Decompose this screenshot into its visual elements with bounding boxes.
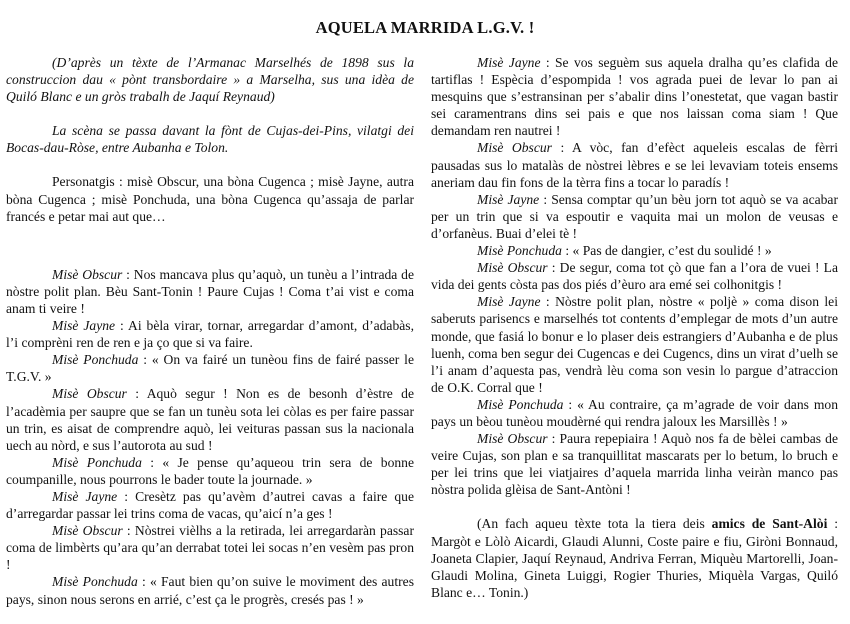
intro-characters: Personatgis : misè Obscur, una bòna Cugenca ; misè Jayne, autra bòna Cugenca ; misè Ponchuda, una bòna Cugenca qu’assaja de parlar francés e petar mai aut que… (6, 174, 414, 224)
line-text: : A vòc, fan d’efèct aqueleis escalas de fèrri pausadas sus lo matalàs de nòstrei lèbres e se lei levaviam toteis ensems aneriam dau fin fons de la tèrra fins a tocar lo paradís ! (431, 140, 838, 190)
speaker-name: Misè Obscur (52, 523, 123, 539)
speaker-name: Misè Ponchuda (52, 574, 138, 590)
line-text: : Ai bèla virar, tornar, arregardar d’amont, d’adabàs, l’i comprèni ren de ren e ja ço que si va faire. (6, 318, 414, 351)
speaker-name: Misè Obscur (477, 140, 552, 156)
dialogue-line (6, 522, 414, 573)
dialogue-line (6, 266, 414, 317)
line-text: : Sensa comptar qu’un bèu jorn tot aquò se va acabar per un trin que si va espoutir e vaquita mai un molon de veusas e d’orfanèus. Buai d’elei tè ! (431, 191, 838, 241)
speaker-name: Misè Ponchuda (477, 396, 564, 412)
line-text: : Nos mancava plus qu’aquò, un tunèu a l’intrada de nòstre polit plan. Bèu Sant-Tonin ! Paure Cujas ! Coma t’ai vist e coma anam ti veire ! (6, 266, 414, 316)
dialogue-line (431, 191, 838, 242)
speaker-name: Misè Obscur (477, 431, 548, 447)
line-text: : Aquò segur ! Non es de besonh d’èstre de l’acadèmia per saupre que se fan un tunèu sota lei còlas es per faire passar un trin, es aisat de comprendre aquò, lei veituras passan sus la nacionala uech au nòrd, e sus l’autorota au sud ! (6, 386, 414, 453)
dialogue-line (431, 139, 838, 190)
credits-paragraph (431, 515, 838, 600)
dialogue-line (431, 293, 838, 396)
line-text: : Paura repepiaira ! Aquò nos fa de bèlei cambas de veire Cujas, son plan e sa tranquillitat mascarats per lo betum, lo bruch e per lei trins que lei viatjaires d’aquela marrida linha veiràn manco pas nòstra polida glèisa de Sant-Antòni ! (431, 431, 838, 498)
dialogue-line (431, 430, 838, 498)
speaker-name: Misè Jayne (52, 488, 118, 504)
speaker-name: Misè Jayne (477, 55, 541, 70)
line-text: : Cresètz pas qu’avèm d’autrei cavas a faire que d’arregardar passar lei trins coma de vacas, qu’aicí n’a ges ! (6, 488, 414, 522)
line-text: : « Faut bien qu’on suive le moviment des autres pays, sinon nous serons en arrié, c’est ça le progrès, cresés pas ! » (6, 574, 414, 607)
dialogue-line (431, 259, 838, 293)
line-text: : Nòstre polit plan, nòstre « poljè » coma dison lei saberuts parisencs e marselhés tot contents d’emplegar de mots d’un autre monde, que fasiá lo bonur e lo plaser deis estrangiers d’Aubanha e de plus luenh, coma ben segur dei Cugencas e dei Cugencs, dins un virat d’uelh se l’i anam d’aquesta pas, vendrà lèu coma son vesin lo pargue d’atraccion de O.K. Corral que ! (431, 294, 838, 395)
speaker-name: Misè Jayne (52, 318, 116, 334)
intro-scene: La scèna se passa davant la fònt de Cujas-dei-Pins, vilatgi dei Bocas-dau-Ròse, entre Aubanha e Tolon. (6, 123, 414, 156)
line-text: : De segur, coma tot çò que fan a l’ora de vuei ! La vida dei gents còsta pas dos piés d’èuro ara emé sei colhonitgis ! (431, 260, 838, 293)
speaker-name: Misè Obscur (52, 266, 123, 282)
dialogue-line (6, 488, 414, 522)
credits-names: : Margòt e Lòlò Aicardi, Glaudi Alunni, Coste paire e fiu, Giròni Bonnaud, Joaneta Clapier, Jaquí Reynaud, Andriva Ferran, Miquèu Martorelli, Joan-Glaudi Molina, Gineta Luiggi, Rogier Thuries, Miquèla Vargas, Quiló Blanc e… Tonin.) (431, 516, 838, 600)
speaker-name: Misè Jayne (477, 191, 540, 207)
credits-intro: (An fach aqueu tèxte tota la tiera deis (477, 516, 712, 532)
speaker-name: Misè Ponchuda (52, 352, 139, 368)
dialogue-line (6, 385, 414, 453)
dialogue-line (431, 396, 838, 430)
speaker-name: Misè Ponchuda (52, 454, 142, 470)
left-column (6, 54, 414, 608)
line-text: : « Je pense qu’aqueou trin sera de bonne coumpanille, nous pourrons le bader toute la journade. » (6, 454, 414, 487)
line-text: : Se vos seguèm sus aquela dralha qu’es clafida de tartiflas ! Espècia d’espompida ! vos agrada puei de levar lo pan ai mesquins que s’estransinan per s’abalir dins l’onestetat, que vagan bastir sei caramentrans dins sei pais e que nos laissan coma siam ! Que demandam ren nautrei ! (431, 55, 838, 139)
line-text: : « Pas de dangier, c’est du soulidé ! » (561, 243, 772, 259)
article-title: AQUELA MARRIDA L.G.V. ! (315, 18, 535, 37)
right-column (431, 54, 838, 601)
line-text: : « Au contraire, ça m’agrade de voir dans mon pays un bèou tunèou moudèrné qui rendra jaloux les Marsillès ! » (431, 396, 838, 429)
dialogue-line (6, 351, 414, 385)
intro-source-note: (D’après un tèxte de l’Armanac Marselhés de 1898 sus la construccion dau « pònt transbordaire » a Marselha, sus una idèa de Quiló Blanc e un gròs trabalh de Jaquí Reynaud) (6, 55, 414, 105)
speaker-name: Misè Obscur (52, 386, 127, 402)
line-text: : Nòstrei vièlhs a la retirada, lei arregardaràn passar coma de limbèrts qu’ara qu’an derrabat totei lei socas n’en vesèm pas pron ! (6, 523, 414, 573)
dialogue-line (6, 573, 414, 607)
speaker-name: Misè Ponchuda (477, 243, 562, 259)
dialogue-line (431, 54, 838, 139)
line-text: : « On va fairé un tunèou fins de fairé passer le T.G.V. » (6, 352, 414, 385)
credits-group-name: amics de Sant-Alòi (711, 516, 828, 532)
dialogue-line (431, 242, 838, 259)
speaker-name: Misè Jayne (477, 294, 541, 310)
dialogue-line (6, 454, 414, 488)
dialogue-line (6, 317, 414, 351)
speaker-name: Misè Obscur (477, 260, 548, 276)
